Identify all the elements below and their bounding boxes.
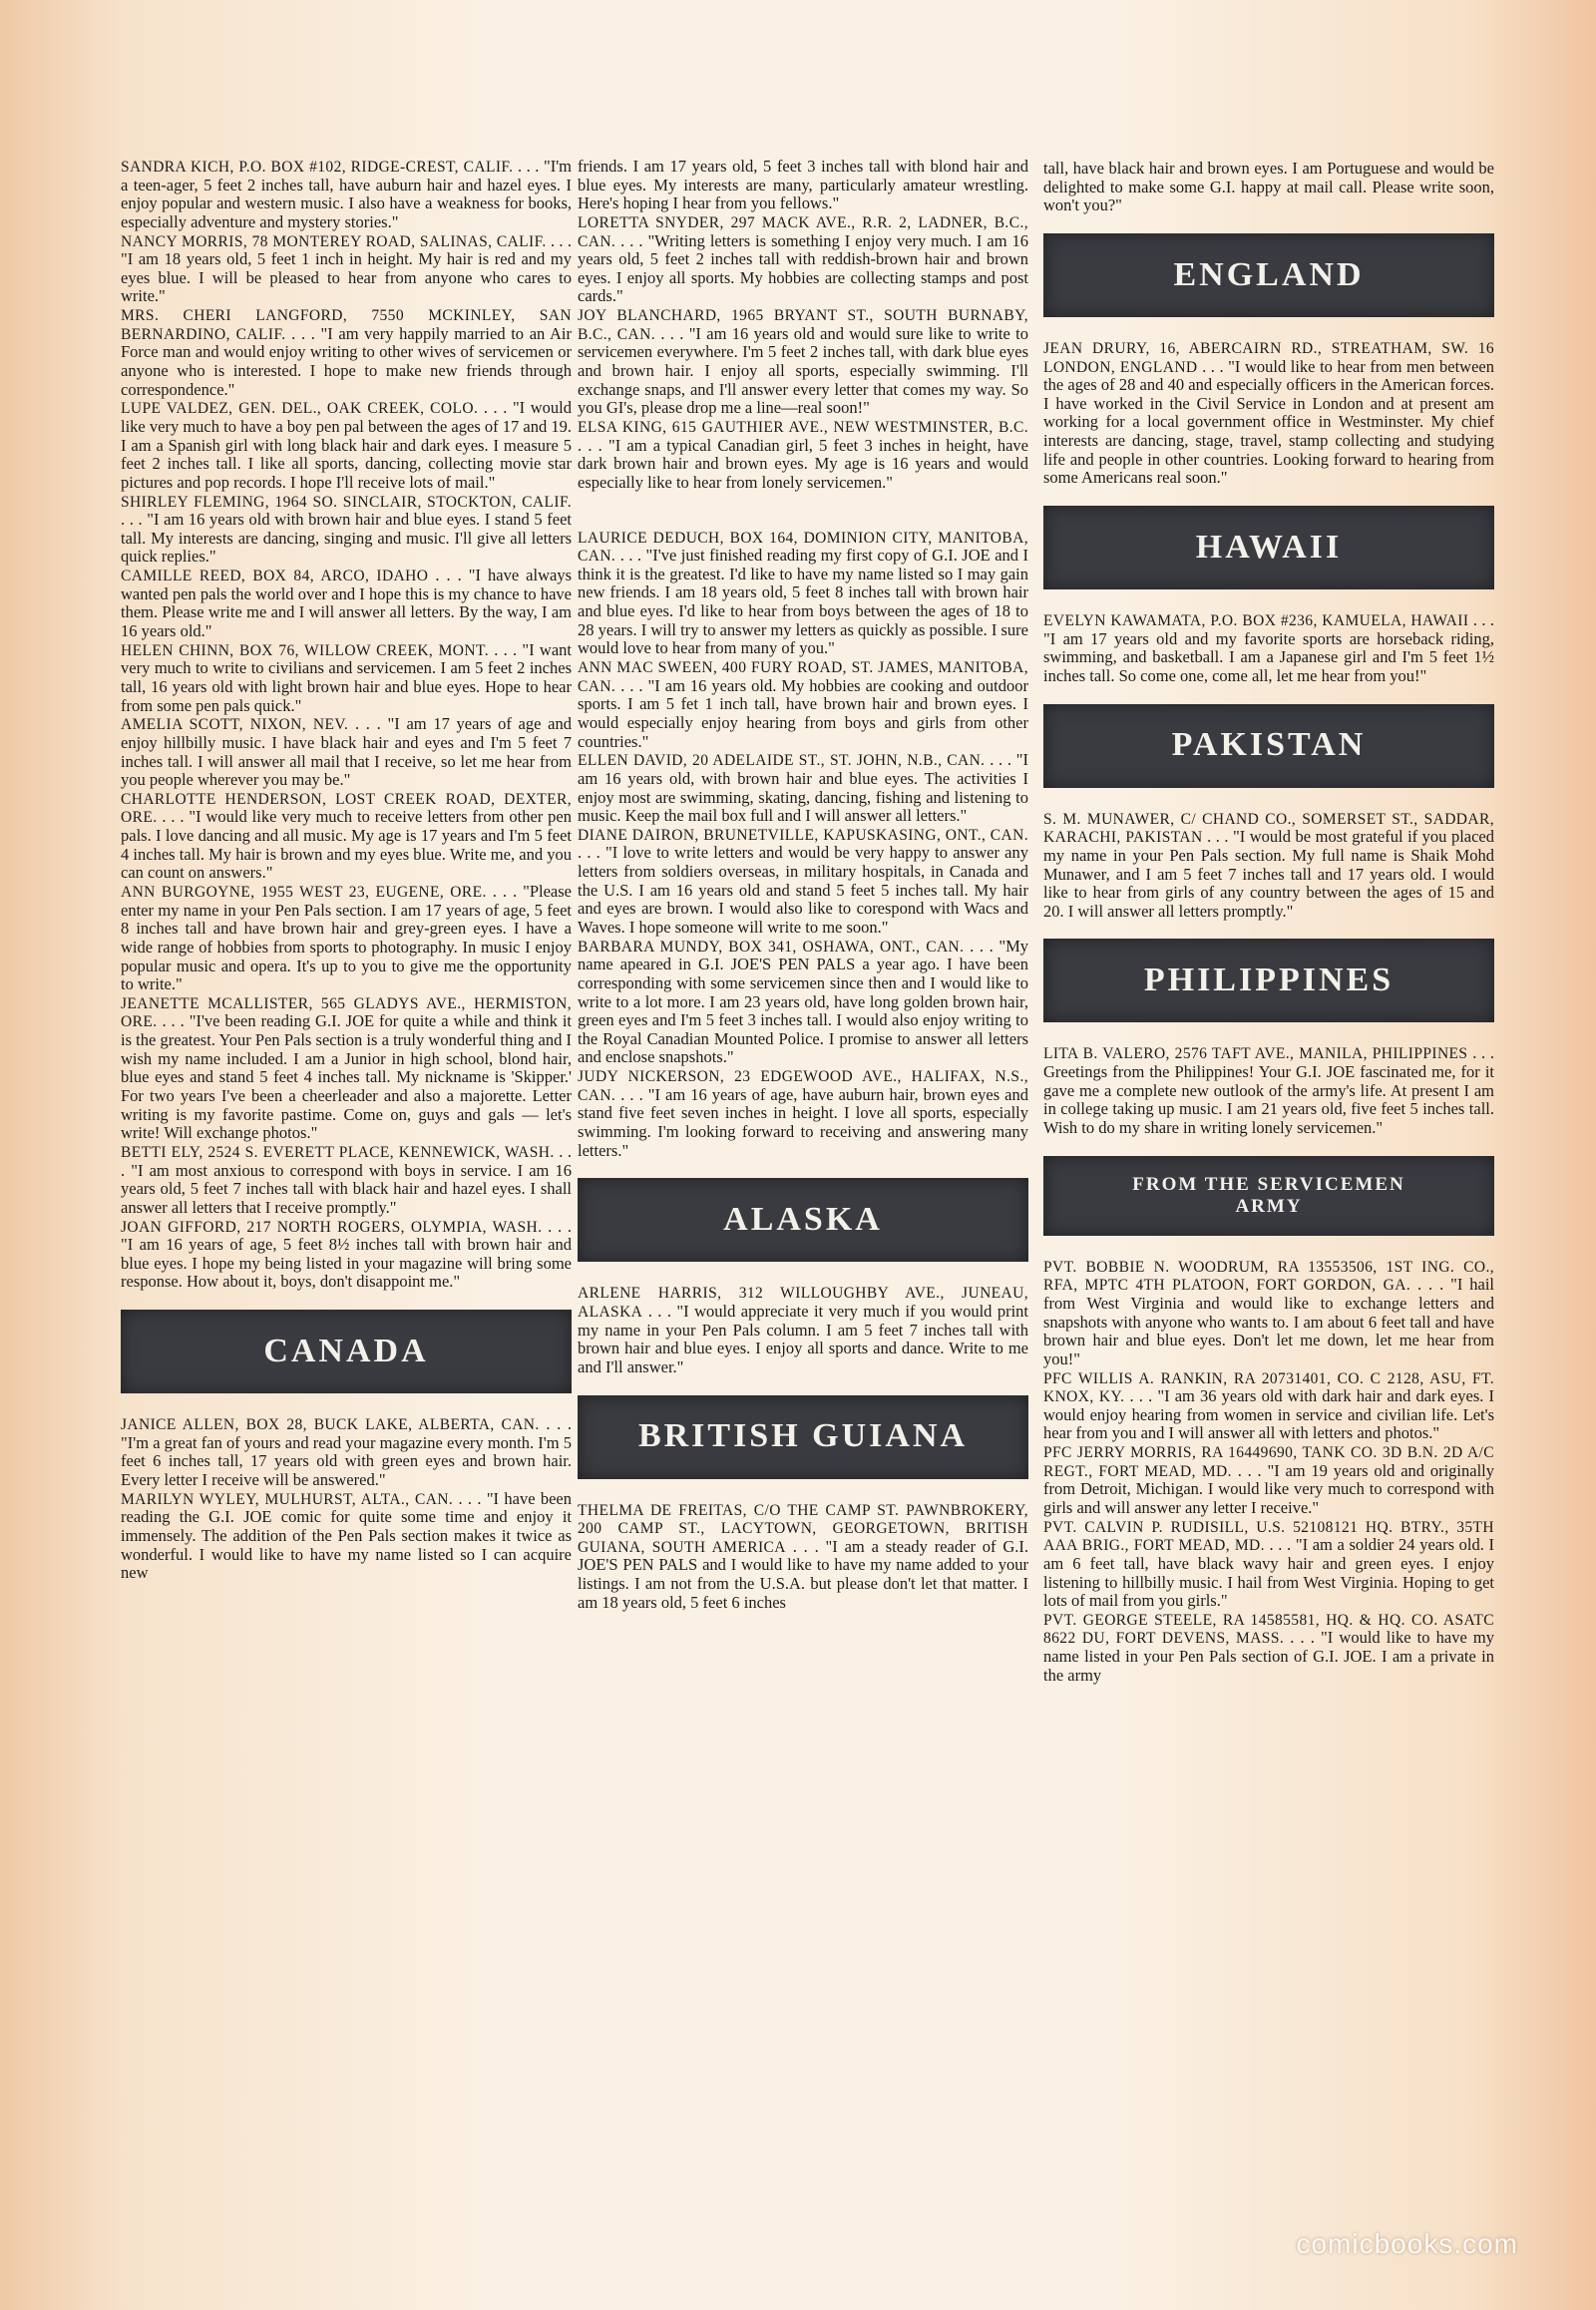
column-1 [121,158,572,2202]
entry-text: . . . "I've just finished reading my first copy of G.I. JOE and I think it is the greatest. I'd like to have my name listed so I may gain new friends. I am 18 years old, 5 feet 8 inches tall with brown hair and blue eyes. I'd like to hear from boys between the ages of 18 to 28 years. I will try to answer my letters as quickly as possible. I sure would love to hear from many of you." [578,546,1028,658]
entry-text: . . . "I would like very much to have a boy pen pal between the ages of 17 and 19. I am a Spanish girl with long black hair and dark eyes. I measure 5 feet 2 inches tall. I like all sports, dancing, collecting movie star pictures and pop records. I hope I'll receive lots of mail." [121,398,572,492]
british-guiana-entries [578,1501,1028,1613]
pen-pal-entry [578,1501,1028,1613]
entry-text: . . . "I would appreciate it very much if you would print my name in your Pen Pals column. I am 5 feet 7 inches tall with brown hair and blue eyes. I enjoy all sports and dance. Write to me and I'll answer." [578,1301,1028,1376]
entry-name: JANICE ALLEN, BOX 28, BUCK LAKE, ALBERTA, CAN. [121,1416,540,1434]
pen-pal-entry [578,1067,1028,1160]
pen-pal-entry [578,751,1028,826]
pen-pal-entry [578,418,1028,493]
canada-entries-continued [578,158,1028,1160]
pen-pal-entry [121,306,572,399]
section-banner-alaska: ALASKA [578,1178,1028,1262]
entry-name: AMELIA SCOTT, NIXON, NEV. [121,716,349,734]
entry-text: . . . "I am 17 years old and my favorite sports are horseback riding, swimming, and basketball. I am a Japanese girl and I'm 5 feet 1½ inches tall. So come one, come all, let me hear from you!" [1043,610,1494,685]
entry-name: LAURICE DEDUCH, BOX 164, DOMINION CITY, MANITOBA, CAN. [578,529,1028,566]
pen-pal-entry [578,826,1028,938]
banner-line-2: ARMY [1235,1195,1303,1217]
entry-text: . . . "I am a steady reader of G.I. JOE'S PEN PALS and I would like to have my name added to your listings. I am not from the U.S.A. but please don't let that matter. I am 18 years old, 5 feet 6 inches [578,1536,1028,1612]
entry-name: ELSA KING, 615 GAUTHIER AVE., NEW WESTMINSTER, B.C. [578,418,1028,436]
entry-text: . . . "I am 16 years old with brown hair and blue eyes. I stand 5 feet tall. My interests are dancing, singing and music. I'll give all letters quick replies." [121,510,572,567]
pen-pal-entry [1043,1611,1494,1686]
entry-text: tall, have black hair and brown eyes. I am Portuguese and would be delighted to make some G.I. happy at mail call. Please write soon, won't you?" [1043,160,1494,215]
pen-pal-entry [121,493,572,568]
entry-name: JEAN DRURY, 16, ABERCAIRN RD., STREATHAM, SW. 16 LONDON, ENGLAND [1043,339,1494,376]
pen-pal-entry [121,1143,572,1218]
alaska-entries [578,1284,1028,1376]
entry-text: . . . "My name apeared in G.I. JOE'S PEN PALS a year ago. I have been corresponding with some servicemen since then and I would like to write to a lot more. I am 23 years old, have long golden brown hair, green eyes and I'm 5 feet 3 inches tall. I would also enjoy writing to the Royal Canadian Mounted Police. I promise to answer all letters and enclose snapshots." [578,936,1028,1067]
entry-name: JOY BLANCHARD, 1965 BRYANT ST., SOUTH BURNABY, B.C., CAN. [578,307,1028,343]
entry-text: . . . "I am 16 years of age, have auburn hair, brown eyes and stand five feet seven inches in height. I love all sports, especially swimming. I'm looking forward to receiving and answering many letters." [578,1084,1028,1160]
column-3 [1043,160,1494,2204]
entry-text: friends. I am 17 years old, 5 feet 3 inches tall with blond hair and blue eyes. My interests are many, particularly amateur wrestling. Here's hoping I hear from you fellows." [578,158,1028,213]
pen-pal-entry [578,1284,1028,1376]
entry-text: . . . "Please enter my name in your Pen Pals section. I am 17 years of age, 5 feet 8 inches tall and have brown hair and grey-green eyes. I have a wide range of hobbies from sports to photography. In music I enjoy popular music and opera. It's up to you to give me the opportunity to write." [121,881,572,994]
entry-text: . . . "I'm a great fan of yours and read your magazine every month. I'm 5 feet 6 inches tall, 17 years old with green eyes and brown hair. Every letter I receive will be answered." [121,1414,572,1489]
pen-pal-entry [578,213,1028,306]
entry-text: . . . "I am 19 years old and originally from Detroit, Michigan. I would like very much to correspond with girls and will answer any letter I receive." [1043,1460,1494,1517]
pen-pal-entry [1043,339,1494,488]
entry-text: . . . "I'm a teen-ager, 5 feet 2 inches tall, have auburn hair and hazel eyes. I enjoy popular and western music. I also have a weakness for books, especially adventure and mystery stories." [121,158,572,231]
pen-pal-entry [121,1218,572,1293]
banner-line-1: FROM THE SERVICEMEN [1132,1173,1405,1195]
entry-text: . . . "I am a soldier 24 years old. I am 6 feet tall, have black wavy hair and green eyes. I enjoy listening to hillbilly music. I hail from West Virginia. Hoping to get lots of mail from you girls." [1043,1535,1494,1611]
entry-name: SHIRLEY FLEMING, 1964 SO. SINCLAIR, STOCKTON, CALIF. [121,493,572,511]
entry-name: ANN BURGOYNE, 1955 WEST 23, EUGENE, ORE. [121,883,487,901]
entry-name: PFC WILLIS A. RANKIN, RA 20731401, CO. C 2128, ASU, FT. KNOX, KY. [1043,1369,1494,1406]
entry-text: . . . "I've been reading G.I. JOE for quite a while and think it is the greatest. Your Pen Pals section is a truly wonderful thing and I wish my name included. I am a Junior in high school, blond hair, blue eyes and stand 5 feet 4 inches tall. My nickname is 'Skipper.' For two years I've been a cheerleader and also a majorette. Letter writing is my favorite pastime. Come on, guys and gals — let's write! Will exchange photos." [121,1011,572,1143]
canada-entries [121,1415,572,1583]
pen-pal-entry [578,658,1028,751]
pen-pal-entry [121,641,572,716]
entry-text: . . . "I am 16 years old and would sure like to write to servicemen everywhere. I'm 5 feet 2 inches tall, with dark blue eyes and brown hair. I enjoy all sports, especially swimming. I'll exchange snaps, and I'll answer every letter that comes my way. So you GI's, please drop me a line—real soon!" [578,323,1028,418]
entry-text: . . . "I am 16 years old. My hobbies are cooking and outdoor sports. I am 5 fet 1 inch tall, have brown hair and brown eyes. I would especially enjoy hearing from boys and girls from other countries." [578,675,1028,751]
pen-pal-entry [1043,1044,1494,1137]
entry-name: BARBARA MUNDY, BOX 341, OSHAWA, ONT., CAN. [578,938,965,956]
pen-pal-entry [1043,810,1494,922]
pen-pal-entry [578,529,1028,658]
entry-name: LITA B. VALERO, 2576 TAFT AVE., MANILA, PHILIPPINES [1043,1045,1468,1063]
entry-name: ARLENE HARRIS, 312 WILLOUGHBY AVE., JUNEAU, ALASKA [578,1285,1028,1321]
entry-name: LUPE VALDEZ, GEN. DEL., OAK CREEK, COLO. [121,400,479,418]
entry-text: . . . "I am very happily married to an Air Force man and would enjoy writing to other wives of servicemen or anyone who is interested. I hope to make new friends through correspondence." [121,323,572,399]
entry-name: MRS. CHERI LANGFORD, 7550 MCKINLEY, SAN BERNARDINO, CALIF. [121,307,572,343]
pen-pal-entry [121,567,572,641]
entry-text: . . . "I hail from West Virginia and would like to exchange letters and snapshots with anyone who wants to. I am about 6 feet tall and have brown hair and blue eyes. Don't let me down, let me hear from you!" [1043,1275,1494,1368]
entry-name: S. M. MUNAWER, C/ CHAND CO., SOMERSET ST., SADDAR, KARACHI, PAKISTAN [1043,810,1494,847]
pen-pal-entry [578,158,1028,213]
entry-name: THELMA DE FREITAS, C/O THE CAMP ST. PAWNBROKERY, 200 CAMP ST., LACYTOWN, GEORGETOWN, BRITISH GUIANA, SOUTH AMERICA [578,1501,1028,1556]
us-entries [121,158,572,1292]
column-2 [578,158,1028,2202]
pen-pal-entry [1043,1443,1494,1518]
entry-name: CHARLOTTE HENDERSON, LOST CREEK ROAD, DEXTER, ORE. [121,790,572,827]
entry-name: PVT. BOBBIE N. WOODRUM, RA 13553506, 1ST ING. CO., RFA, MPTC 4TH PLATOON, FORT GORDON, GA. [1043,1258,1494,1295]
section-banner-pakistan: PAKISTAN [1043,704,1494,788]
section-banner-hawaii: HAWAII [1043,506,1494,589]
entry-name: HELEN CHINN, BOX 76, WILLOW CREEK, MONT. [121,641,489,659]
entry-text: . . . "I love to write letters and would be very happy to answer any letters from soldiers overseas, in military hospitals, in Canada and the U.S. I am 16 years old and stand 5 feet 5 inches tall. My hair and eyes are brown. I would also like to corespond with Wacs and Waves. I hope someone will write to me soon." [578,843,1028,937]
entry-name: BETTI ELY, 2524 S. EVERETT PLACE, KENNEWICK, WASH. [121,1143,555,1161]
entry-text: . . . Greetings from the Philippines! Your G.I. JOE fascinated me, for it gave me a complete new outlook of the army's life. At present I am in college taking up music. I am 21 years old, five feet 5 inches tall. Wish to do my share in writing lonely servicemen." [1043,1043,1494,1138]
pen-pal-entry [1043,1369,1494,1444]
entry-text: . . . "I would like to have my name listed in your Pen Pals section of G.I. JOE. I am a private in the army [1043,1628,1494,1685]
entry-text: . . . "I am 36 years old with dark hair and dark eyes. I would enjoy hearing from women in service and civilian life. Let's hear from you and I will answer all with letters and photos." [1043,1386,1494,1443]
pen-pal-entry [121,1415,572,1490]
entry-text: . . . "I am 16 years of age, 5 feet 8½ inches tall with brown hair and blue eyes. I hope my being listed in your magazine will bring some response. How about it, boys, don't disappoint me." [121,1216,572,1292]
entry-text: . . . "I am 16 years old, with brown hair and blue eyes. The activities I enjoy most are swimming, skating, dancing, fishing and listening to music. Keep the mail box full and I will answer all letters." [578,750,1028,826]
entry-name: DIANE DAIRON, BRUNETVILLE, KAPUSKASING, ONT., CAN. [578,826,1028,844]
entry-name: JUDY NICKERSON, 23 EDGEWOOD AVE., HALIFAX, N.S., CAN. [578,1068,1028,1104]
section-banner-british-guiana: BRITISH GUIANA [578,1395,1028,1479]
pen-pal-entry [121,399,572,492]
entry-text: . . . "I am 18 years old, 5 feet 1 inch in height. My hair is red and my eyes blue. I will be pleased to hear from anyone who cares to write." [121,230,572,306]
entry-name: CAMILLE REED, BOX 84, ARCO, IDAHO [121,568,429,585]
entry-name: ANN MAC SWEEN, 400 FURY ROAD, ST. JAMES, MANITOBA, CAN. [578,659,1028,695]
pen-pal-entry [121,232,572,307]
entry-text: . . . "I would like to hear from men between the ages of 28 and 40 and especially officers in the American forces. I have worked in the Civil Service in London and at present am working for a local government office in Westminster. My chief interests are dancing, stage, travel, stamp collecting and studying life and people in other countries. Looking forward to hearing from some Americans real soon." [1043,356,1494,488]
entry-name: LORETTA SNYDER, 297 MACK AVE., R.R. 2, LADNER, B.C., CAN. [578,213,1028,250]
pen-pal-entry [121,158,572,232]
entry-name: PVT. GEORGE STEELE, RA 14585581, HQ. & HQ. CO. ASATC 8622 DU, FORT DEVENS, MASS. [1043,1611,1494,1648]
pen-pal-entry [121,715,572,790]
pen-pal-entry [121,790,572,883]
pen-pal-entry [578,306,1028,418]
entry-text: . . . "I am most anxious to correspond with boys in service. I am 16 years old, 5 feet 7 inches tall with black hair and hazel eyes. I shall answer all letters that I receive promptly." [121,1141,572,1217]
pen-pal-entry [1043,160,1494,215]
entry-name: EVELYN KAWAMATA, P.O. BOX #236, KAMUELA, HAWAII [1043,612,1469,630]
section-banner-canada: CANADA [121,1310,572,1393]
entry-text: . . . "I want very much to write to civilians and servicemen. I am 5 feet 2 inches tall, 16 years old with light brown hair and blue eyes. Hope to hear from some pen pals quick." [121,639,572,715]
pen-pal-entry [578,938,1028,1067]
entry-text: . . . "I would be most grateful if you placed my name in your Pen Pals section. My full name is Shaik Mohd Munawer, and I am 5 feet 7 inches tall and 17 years old. I would like to hear from girls of any country between the ages of 15 and 20. I will answer all letters promptly." [1043,827,1494,921]
entry-name: JEANETTE MCALLISTER, 565 GLADYS AVE., HERMISTON, ORE. [121,994,572,1031]
section-banner-england: ENGLAND [1043,233,1494,317]
entry-name: MARILYN WYLEY, MULHURST, ALTA., CAN. [121,1490,454,1508]
entry-text: . . . "Writing letters is something I enjoy very much. I am 16 years old, 5 feet 2 inches tall with reddish-brown hair and brown eyes. I enjoy all sports. My hobbies are collecting stamps and post cards." [578,230,1028,306]
pen-pal-entry [1043,1518,1494,1611]
entry-name: PFC JERRY MORRIS, RA 16449690, TANK CO. 3D B.N. 2D A/C REGT., FORT MEAD, MD. [1043,1444,1494,1480]
entry-name: PVT. CALVIN P. RUDISILL, U.S. 52108121 HQ. BTRY., 35TH AAA BRIG., FORT MEAD, MD. [1043,1518,1494,1555]
entry-text: . . . "I am 17 years of age and enjoy hillbilly music. I have black hair and eyes and I'm 5 feet 7 inches tall. I will answer all mail that I receive, so let me hear from you people wherever you may be." [121,714,572,790]
entry-text: . . . "I am a typical Canadian girl, 5 feet 3 inches in height, have dark brown hair and brown eyes. My age is 16 years and would especially like to hear from lonely servicemen." [578,435,1028,492]
entry-name: SANDRA KICH, P.O. BOX #102, RIDGE-CREST, CALIF. [121,159,514,176]
entry-text: . . . "I have been reading the G.I. JOE comic for quite some time and enjoy it immensely. The addition of the Pen Pals section makes it twice as wonderful. I would like to have my name listed so I can acquire new [121,1488,572,1583]
section-banner-servicemen [1043,1156,1494,1236]
pen-pal-entry [1043,1258,1494,1369]
pen-pal-entry [121,994,572,1143]
entry-name: ELLEN DAVID, 20 ADELAIDE ST., ST. JOHN, N.B., CAN. [578,752,986,770]
entry-text: . . . "I would like very much to receive letters from other pen pals. I love dancing and all music. My age is 17 years and I'm 5 feet 4 inches tall. My hair is brown and my eyes blue. Write me, and you can count on answers." [121,807,572,883]
watermark: comicbooks.com [1296,2228,1518,2259]
pen-pal-entry [121,1490,572,1583]
pen-pal-entry [121,883,572,994]
entry-text: . . . "I have always wanted pen pals the world over and I hope this is my chance to have them. Please write me and I will answer all letters. By the way, I am 16 years old." [121,566,572,641]
section-banner-philippines: PHILIPPINES [1043,939,1494,1022]
entry-name: NANCY MORRIS, 78 MONTEREY ROAD, SALINAS, CALIF. [121,232,547,250]
pen-pal-entry [1043,611,1494,686]
entry-name: JOAN GIFFORD, 217 NORTH ROGERS, OLYMPIA, WASH. [121,1218,543,1236]
